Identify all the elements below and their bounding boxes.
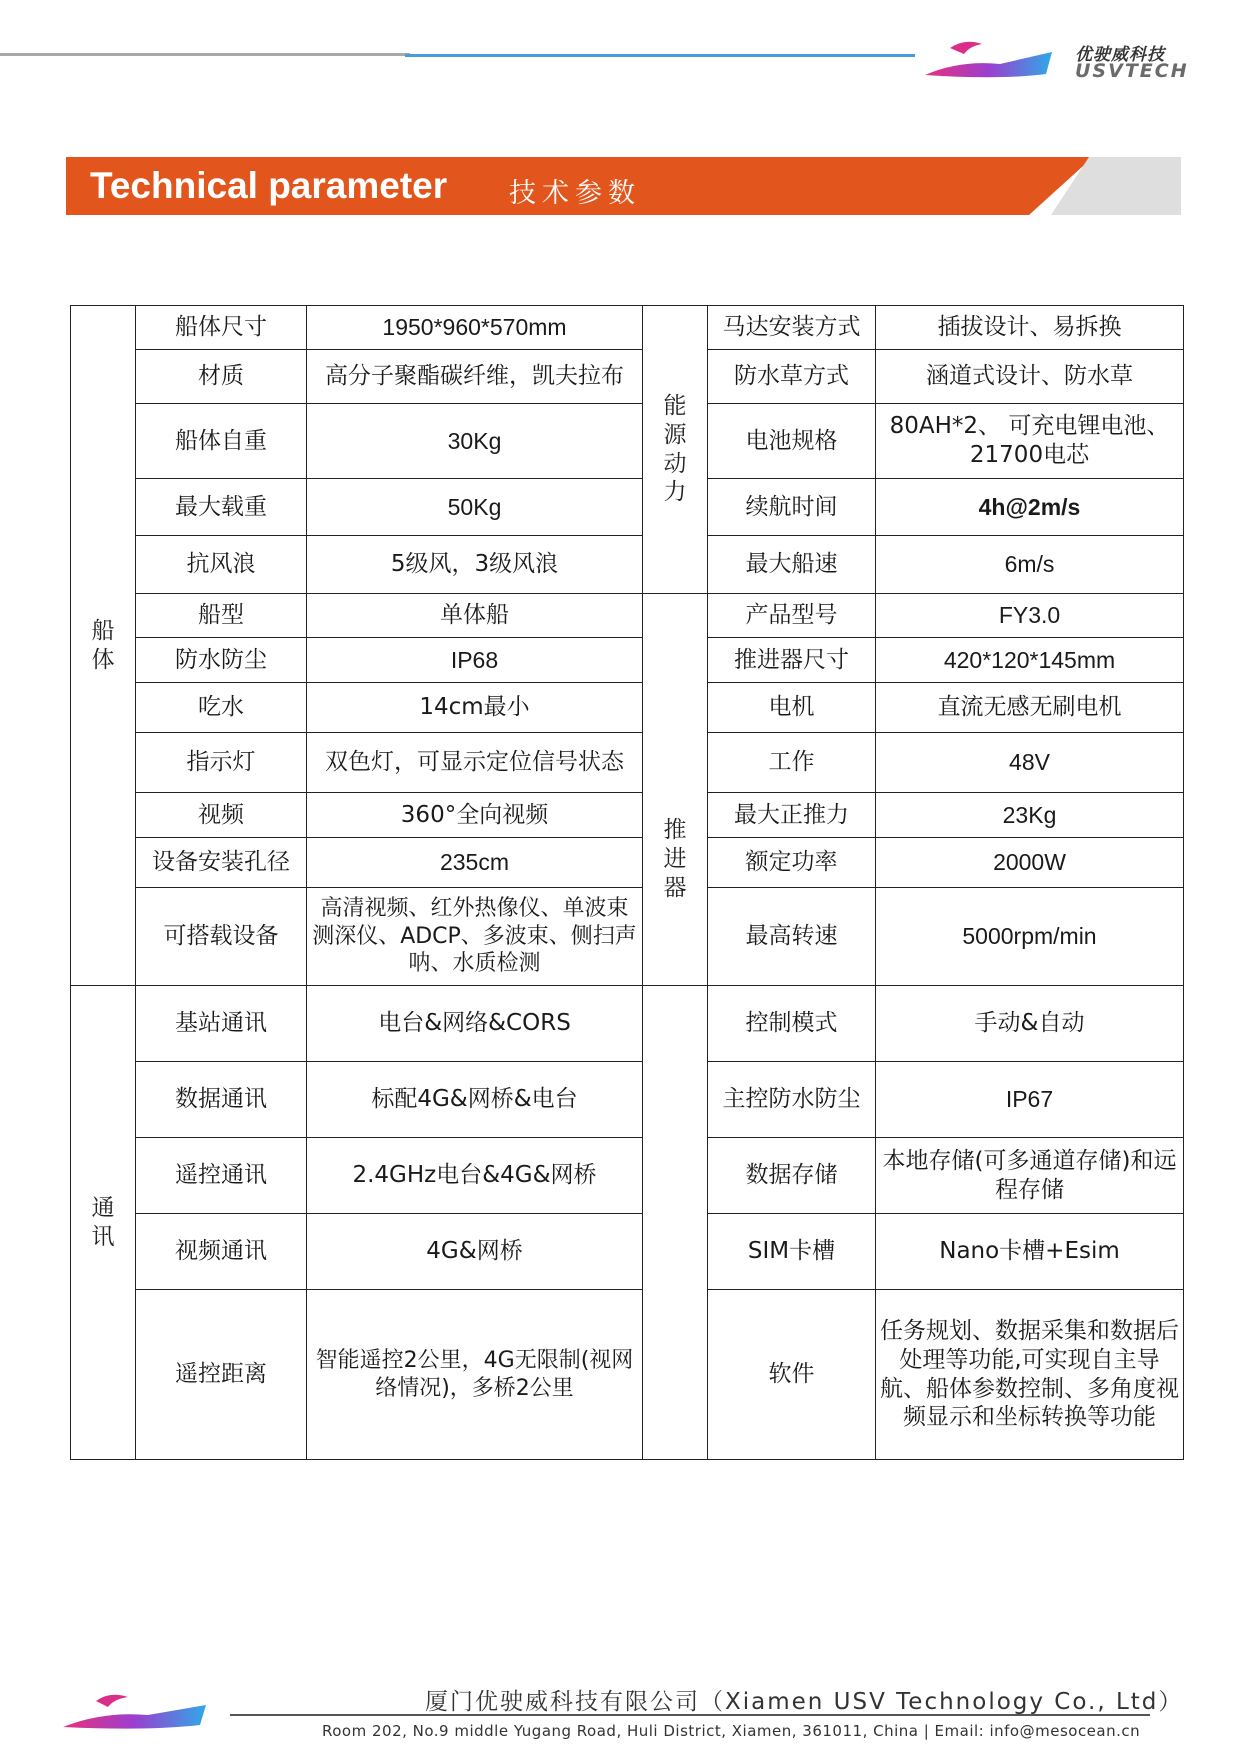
brand-name-en: USVTECH [1075, 60, 1189, 82]
table-row [71, 638, 1184, 683]
table-row [71, 838, 1184, 888]
group-label-power: 能 源 动 力 [643, 306, 708, 594]
header-rule-gray [0, 53, 410, 56]
group-label-hull: 船 体 [71, 306, 136, 986]
param-value: 涵道式设计、防水草 [876, 350, 1184, 404]
param-name: 抗风浪 [136, 536, 307, 594]
table-row [71, 479, 1184, 536]
param-name: 最大正推力 [708, 793, 876, 838]
param-value: 48V [876, 733, 1184, 793]
table-row [71, 1290, 1184, 1460]
table-row [71, 594, 1184, 638]
param-name: 视频 [136, 793, 307, 838]
param-value: 50Kg [307, 479, 643, 536]
param-name: 推进器尺寸 [708, 638, 876, 683]
param-name: 主控防水防尘 [708, 1062, 876, 1138]
footer-logo-icon [58, 1687, 213, 1733]
param-name: 船体自重 [136, 404, 307, 479]
footer-address: Room 202, No.9 middle Yugang Road, Huli District, Xiamen, 361011, China | Email: info@mesocean.cn [322, 1722, 1141, 1740]
param-value: 双色灯，可显示定位信号状态 [307, 733, 643, 793]
param-value: FY3.0 [876, 594, 1184, 638]
param-value: 14cm最小 [307, 683, 643, 733]
param-name: 吃水 [136, 683, 307, 733]
table-row [71, 733, 1184, 793]
param-name: 可搭载设备 [136, 888, 307, 986]
param-name: 续航时间 [708, 479, 876, 536]
param-name: 防水防尘 [136, 638, 307, 683]
table-row [71, 1214, 1184, 1290]
param-name: 最大载重 [136, 479, 307, 536]
param-value: IP67 [876, 1062, 1184, 1138]
param-name: 基站通讯 [136, 986, 307, 1062]
param-value: 单体船 [307, 594, 643, 638]
param-value: 4h@2m/s [876, 479, 1184, 536]
banner-title: Technical parameter [90, 165, 448, 206]
param-name: 最大船速 [708, 536, 876, 594]
table-row [71, 888, 1184, 986]
param-name: 船体尺寸 [136, 306, 307, 350]
param-name: 控制模式 [708, 986, 876, 1062]
param-name: 额定功率 [708, 838, 876, 888]
param-name: 数据存储 [708, 1138, 876, 1214]
param-name: SIM卡槽 [708, 1214, 876, 1290]
param-value: 2.4GHz电台&4G&网桥 [307, 1138, 643, 1214]
param-name: 遥控距离 [136, 1290, 307, 1460]
param-name: 软件 [708, 1290, 876, 1460]
param-value: Nano卡槽+Esim [876, 1214, 1184, 1290]
param-value: 360°全向视频 [307, 793, 643, 838]
param-value: 高分子聚酯碳纤维，凯夫拉布 [307, 350, 643, 404]
param-name: 最高转速 [708, 888, 876, 986]
param-value: 23Kg [876, 793, 1184, 838]
param-value: 2000W [876, 838, 1184, 888]
param-name: 视频通讯 [136, 1214, 307, 1290]
param-value: 1950*960*570mm [307, 306, 643, 350]
param-value: 本地存储(可多通道存储)和远程存储 [876, 1138, 1184, 1214]
group-label-thruster: 推 进 器 [643, 594, 708, 986]
param-name: 数据通讯 [136, 1062, 307, 1138]
param-name: 指示灯 [136, 733, 307, 793]
header-rule-blue [405, 54, 915, 57]
param-value: 30Kg [307, 404, 643, 479]
param-value: 420*120*145mm [876, 638, 1184, 683]
table-row [71, 1138, 1184, 1214]
param-name: 材质 [136, 350, 307, 404]
banner-subtitle: 技术参数 [509, 178, 641, 209]
param-value: 手动&自动 [876, 986, 1184, 1062]
param-value: 智能遥控2公里，4G无限制(视网络情况)，多桥2公里 [307, 1290, 643, 1460]
param-value: 插拔设计、易拆换 [876, 306, 1184, 350]
table-row [71, 404, 1184, 479]
table-row [71, 1062, 1184, 1138]
param-value: 高清视频、红外热像仪、单波束测深仪、ADCP、多波束、侧扫声呐、水质检测 [307, 888, 643, 986]
param-value: 5级风，3级风浪 [307, 536, 643, 594]
group-label-comm: 通 讯 [71, 986, 136, 1460]
group-label-empty [643, 986, 708, 1460]
spec-table [70, 305, 1184, 1460]
param-name: 电池规格 [708, 404, 876, 479]
param-value: 6m/s [876, 536, 1184, 594]
param-value: 4G&网桥 [307, 1214, 643, 1290]
param-name: 产品型号 [708, 594, 876, 638]
param-name: 船型 [136, 594, 307, 638]
param-name: 设备安装孔径 [136, 838, 307, 888]
section-banner [66, 157, 1181, 215]
table-row [71, 683, 1184, 733]
param-value: 235cm [307, 838, 643, 888]
param-name: 遥控通讯 [136, 1138, 307, 1214]
table-row [71, 536, 1184, 594]
param-value: 任务规划、数据采集和数据后处理等功能,可实现自主导航、船体参数控制、多角度视频显示和坐标转换等功能 [876, 1290, 1184, 1460]
table-row [71, 793, 1184, 838]
param-value: 80AH*2、 可充电锂电池、21700电芯 [876, 404, 1184, 479]
param-value: 电台&网络&CORS [307, 986, 643, 1062]
param-value: 直流无感无刷电机 [876, 683, 1184, 733]
param-value: 5000rpm/min [876, 888, 1184, 986]
table-row [71, 986, 1184, 1062]
param-value: IP68 [307, 638, 643, 683]
table-row [71, 350, 1184, 404]
footer-company-name: 厦门优驶威科技有限公司（Xiamen USV Technology Co., Ltd） [425, 1689, 1184, 1715]
param-name: 电机 [708, 683, 876, 733]
usvtech-logo-icon [920, 30, 1060, 85]
table-row [71, 306, 1184, 350]
param-value: 标配4G&网桥&电台 [307, 1062, 643, 1138]
brand-name-cn: 优驶威科技 [1075, 45, 1165, 65]
param-name: 工作 [708, 733, 876, 793]
param-name: 马达安装方式 [708, 306, 876, 350]
param-name: 防水草方式 [708, 350, 876, 404]
